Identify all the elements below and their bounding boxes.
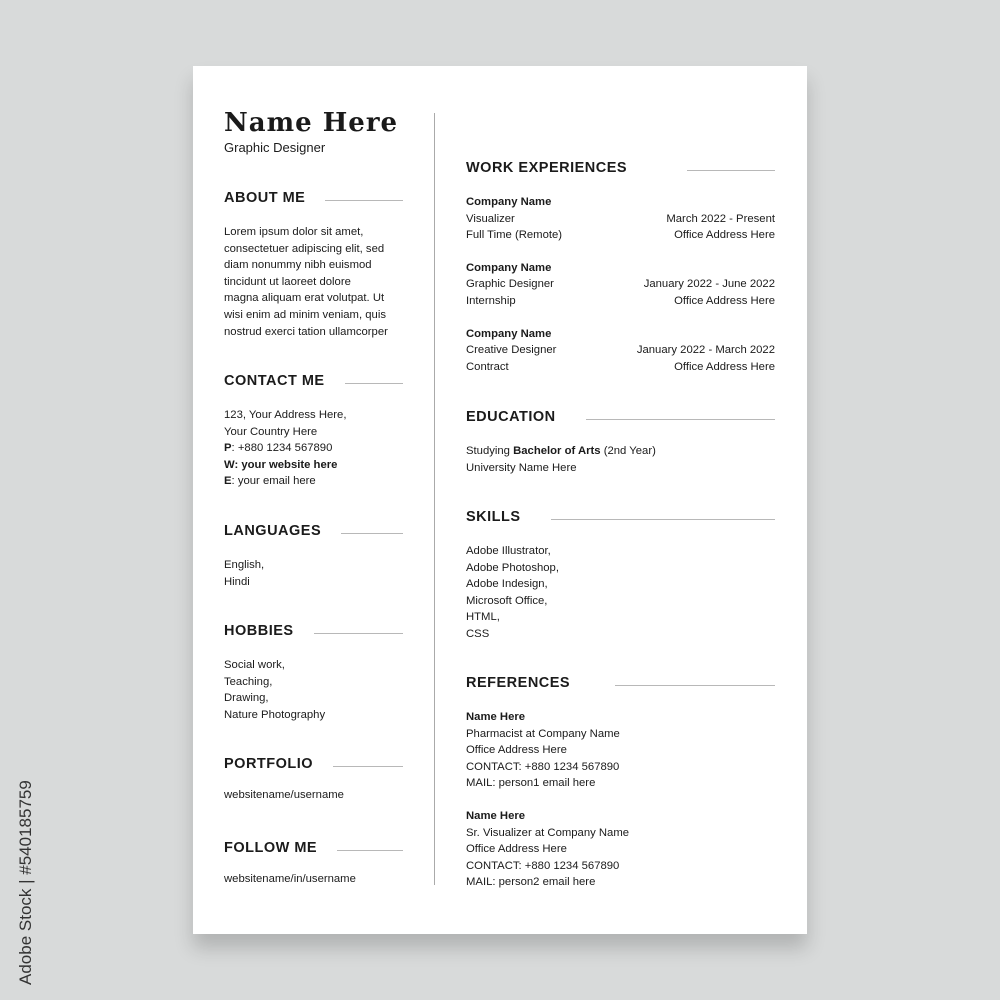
job-item: Company Name Graphic Designer January 2022 - June 2022 Internship Office Address Here bbox=[466, 261, 775, 307]
languages-list: English, Hindi bbox=[224, 559, 265, 588]
stock-watermark: Adobe Stock | #540185759 bbox=[16, 780, 35, 985]
contact-heading: CONTACT ME bbox=[224, 373, 403, 389]
education-heading: EDUCATION bbox=[466, 409, 775, 425]
portfolio-link[interactable]: websitename/username bbox=[224, 789, 344, 801]
reference-item: Name Here Sr. Visualizer at Company Name Office Address Here CONTACT: +880 1234 567890 MAIL: person2 email here bbox=[466, 809, 630, 889]
work-heading: WORK EXPERIENCES bbox=[466, 160, 775, 176]
reference-item: Name Here Pharmacist at Company Name Office Address Here CONTACT: +880 1234 567890 MAIL: person1 email here bbox=[466, 711, 620, 790]
resume-role: Graphic Designer bbox=[224, 140, 326, 155]
follow-heading: FOLLOW ME bbox=[224, 840, 403, 856]
portfolio-heading: PORTFOLIO bbox=[224, 756, 403, 772]
about-heading: ABOUT ME bbox=[224, 190, 403, 206]
follow-link[interactable]: websitename/in/username bbox=[224, 873, 356, 885]
job-item: Company Name Visualizer March 2022 - Present Full Time (Remote) Office Address Here bbox=[466, 196, 775, 242]
column-divider bbox=[434, 113, 435, 885]
contact-info: 123, Your Address Here, Your Country Here P: +880 1234 567890 W: your website here E: your email here bbox=[224, 409, 347, 488]
resume-name: Name Here bbox=[224, 108, 399, 138]
resume-page bbox=[193, 66, 807, 934]
skills-heading: SKILLS bbox=[466, 509, 775, 525]
references-heading: REFERENCES bbox=[466, 675, 775, 691]
languages-heading: LANGUAGES bbox=[224, 523, 403, 539]
job-item: Company Name Creative Designer January 2022 - March 2022 Contract Office Address Here bbox=[466, 327, 775, 373]
about-text: Lorem ipsum dolor sit amet, consectetuer adipiscing elit, sed diam nonummy nibh euismod tincidunt ut laoreet dolore magna aliquam erat volutpat. Ut wisi enim ad minim veniam, quis nostrud exerci tation ullamcorper bbox=[224, 226, 388, 338]
education-info: Studying Bachelor of Arts (2nd Year) University Name Here bbox=[466, 445, 656, 474]
skills-list: Adobe Illustrator, Adobe Photoshop, Adobe Indesign, Microsoft Office, HTML, CSS bbox=[466, 545, 559, 640]
hobbies-heading: HOBBIES bbox=[224, 623, 403, 639]
hobbies-list: Social work, Teaching, Drawing, Nature Photography bbox=[224, 659, 326, 721]
